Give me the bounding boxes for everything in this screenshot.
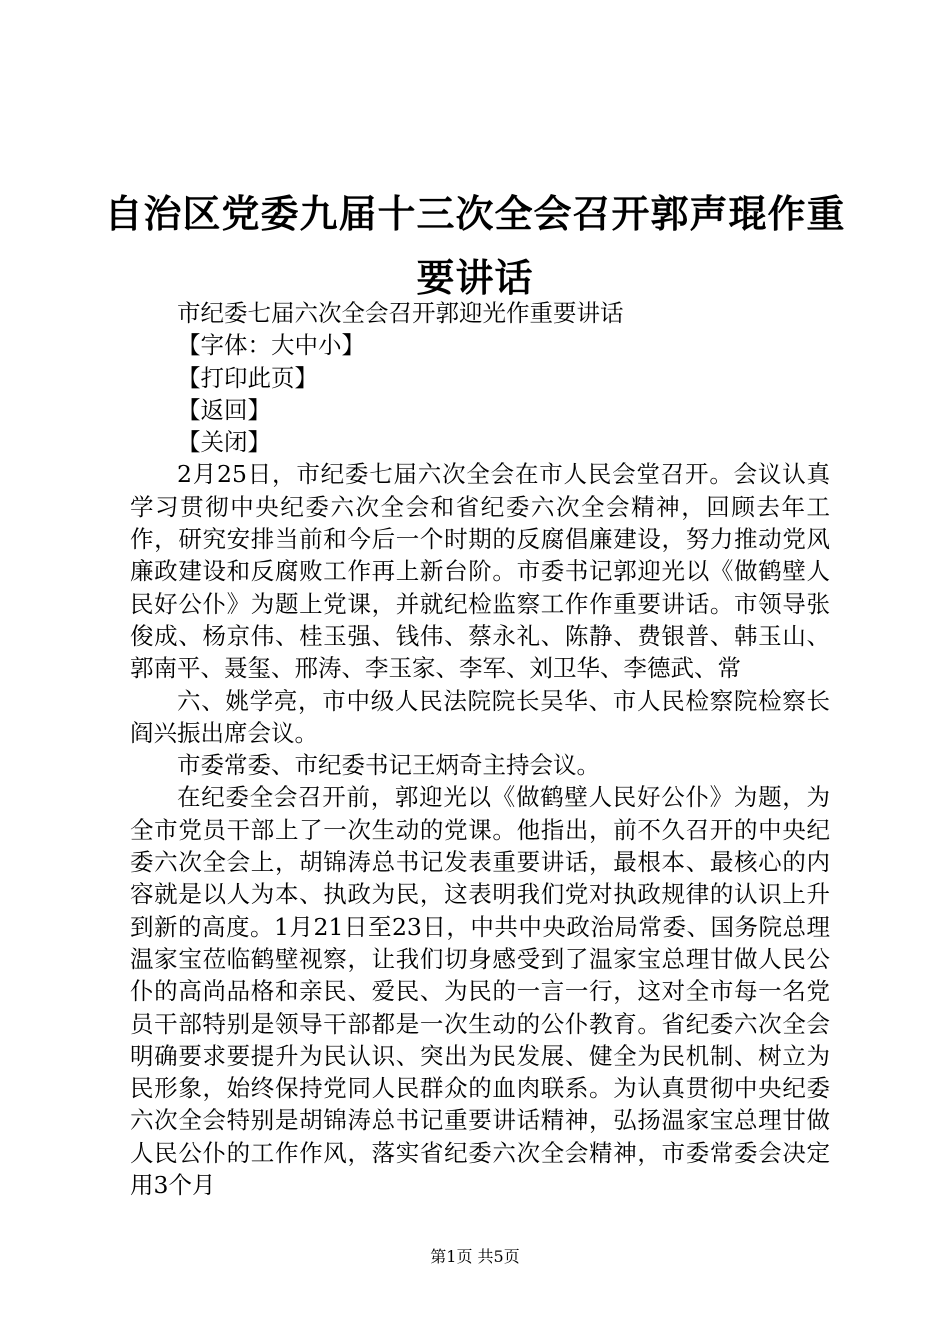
subtitle: 市纪委七届六次全会召开郭迎光作重要讲话 bbox=[177, 299, 624, 327]
paragraph: 市委常委、市纪委书记王炳奇主持会议。 bbox=[177, 751, 600, 780]
document-body bbox=[130, 297, 830, 1201]
font-size-link[interactable]: 【字体：大中小】 bbox=[177, 331, 365, 360]
document-title: 自治区党委九届十三次全会召开郭声琨作重要讲话 bbox=[104, 191, 846, 300]
close-link[interactable]: 【关闭】 bbox=[177, 428, 271, 457]
paragraph: 2月25日，市纪委七届六次全会在市人民会堂召开。会议认真学习贯彻中央纪委六次全会和省纪委六次全会精神，回顾去年工作，研究安排当前和今后一个时期的反腐倡廉建设，努力推动党风廉政建设和反腐败工作再上新台阶。市委书记郭迎光以《做鹤壁人民好公仆》为题上党课，并就纪检监察工作作重要讲话。市领导张俊成、杨京伟、桂玉强、钱伟、蔡永礼、陈静、费银普、韩玉山、郭南平、聂玺、邢涛、李玉家、李军、刘卫华、李德武、常 bbox=[130, 460, 830, 683]
paragraph: 六、姚学亮，市中级人民法院院长吴华、市人民检察院检察长阎兴振出席会议。 bbox=[130, 686, 830, 747]
page-number: 第1页 共5页 bbox=[430, 1247, 520, 1266]
print-link[interactable]: 【打印此页】 bbox=[177, 363, 318, 392]
back-link[interactable]: 【返回】 bbox=[177, 395, 271, 424]
paragraph: 在纪委全会召开前，郭迎光以《做鹤壁人民好公仆》为题，为全市党员干部上了一次生动的党课。他指出，前不久召开的中央纪委六次全会上，胡锦涛总书记发表重要讲话，最根本、最核心的内容就是以人为本、执政为民，这表明我们党对执政规律的认识上升到新的高度。1月21日至23日，中共中央政治局常委、国务院总理温家宝莅临鹤壁视察，让我们切身感受到了温家宝总理甘做人民公仆的高尚品格和亲民、爱民、为民的一言一行，这对全市每一名党员干部特别是领导干部都是一次生动的公仆教育。省纪委六次全会明确要求要提升为民认识、突出为民发展、健全为民机制、树立为民形象，始终保持党同人民群众的血肉联系。为认真贯彻中央纪委六次全会特别是胡锦涛总书记重要讲话精神，弘扬温家宝总理甘做人民公仆的工作作风，落实省纪委六次全会精神，市委常委会决定用3个月 bbox=[130, 783, 830, 1200]
